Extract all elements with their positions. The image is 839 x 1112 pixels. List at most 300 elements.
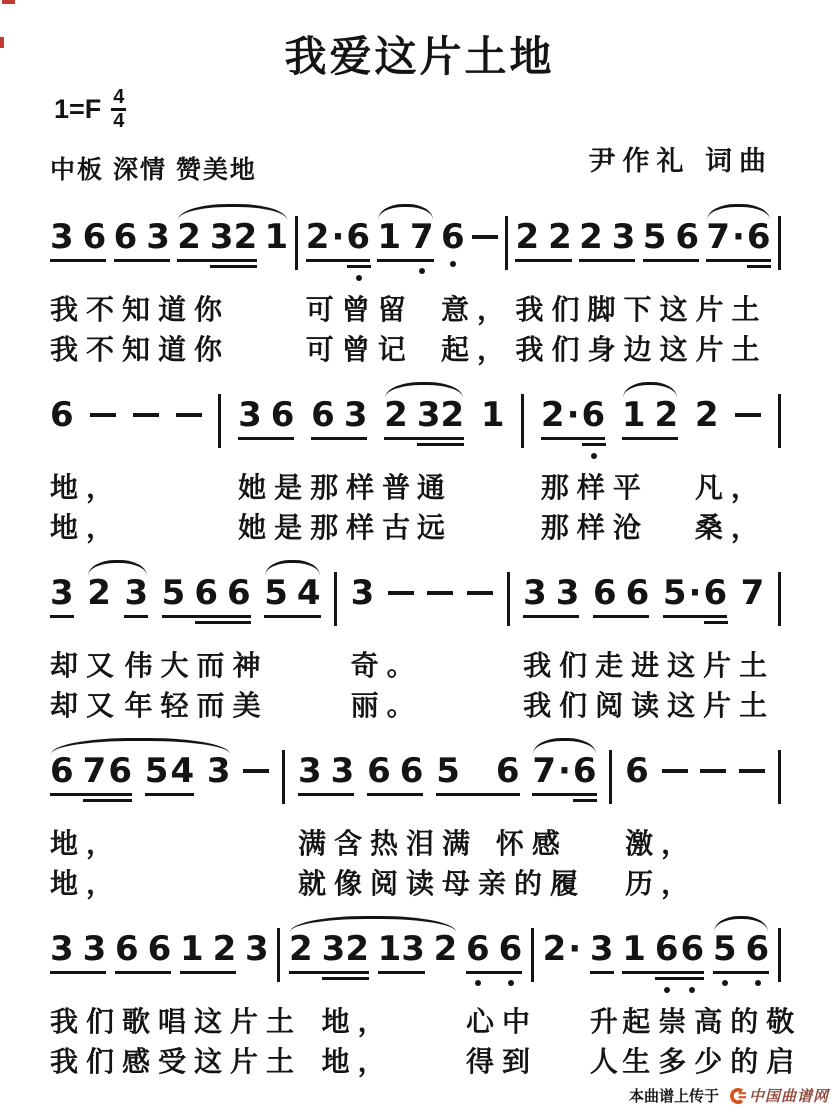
note-digit: 13	[377, 929, 425, 969]
lyric-chunk: 她是那样普	[238, 472, 419, 503]
note-digit: 7	[409, 217, 434, 257]
lyric-chunk: 丽。	[350, 690, 423, 721]
bar-line	[505, 216, 508, 270]
note-digit: 6	[581, 395, 606, 435]
note-digit: 6	[147, 929, 172, 969]
bar-line	[507, 572, 510, 626]
beam-line	[706, 259, 770, 262]
note-digit: 6	[82, 217, 107, 257]
note-group	[145, 752, 194, 790]
site-name: 中国曲谱网	[748, 1088, 829, 1105]
note-group	[378, 930, 425, 968]
lyric-row	[50, 648, 781, 684]
slur-arc	[385, 382, 463, 398]
note-group	[543, 930, 582, 968]
note-digit: 2	[433, 929, 458, 969]
lyric-chunk: 我们脚下这片土	[515, 294, 768, 325]
note-digit: 6	[108, 751, 133, 791]
music-row	[50, 738, 781, 822]
note-digit: 6	[675, 217, 700, 257]
note-digit: 3	[245, 929, 269, 969]
note-group	[50, 574, 74, 612]
watermark	[629, 1085, 829, 1106]
lyric-chunk: 她是那样古	[238, 512, 419, 543]
scan-mark	[2, 0, 15, 4]
note-digit: 6	[113, 217, 138, 257]
sustain-dash	[133, 413, 159, 417]
augmentation-dot: ·	[568, 929, 582, 969]
beam-line	[50, 615, 74, 618]
note-digit: 6	[50, 395, 74, 435]
note-group	[384, 396, 464, 434]
note-digit: 5	[662, 573, 687, 613]
note-digit: 5	[264, 573, 288, 613]
lyric-row	[50, 688, 781, 724]
note-digit: 5	[144, 751, 169, 791]
augmentation-dot: ·	[557, 751, 571, 791]
beam-line	[436, 793, 519, 796]
note-group	[643, 218, 699, 256]
slur-arc	[714, 916, 768, 932]
note-digit: 1	[264, 217, 289, 257]
beam-line-2	[83, 799, 132, 802]
note-group	[306, 218, 370, 256]
augmentation-dot: ·	[331, 217, 345, 257]
beam-line-2	[322, 977, 369, 980]
augmentation-dot: ·	[732, 217, 745, 257]
note-digit: 32	[321, 929, 369, 969]
lyric-chunk: 却又	[50, 690, 123, 721]
note-group	[162, 574, 251, 612]
note-group	[695, 396, 719, 434]
beam-line	[114, 259, 170, 262]
note-digit: 2	[694, 395, 719, 435]
lyric-chunk: 年轻而美	[124, 690, 269, 721]
slur-arc	[707, 204, 769, 220]
slur-arc	[378, 204, 432, 220]
score	[50, 204, 803, 1080]
note-digit: 3	[523, 573, 547, 613]
beam-line-2	[417, 443, 464, 446]
note-group	[481, 396, 505, 434]
note-digit: 6	[703, 573, 728, 613]
beam-line	[115, 971, 171, 974]
lyric-chunk: 就像阅读母亲的履	[297, 868, 586, 899]
watermark-prefix: 本曲谱上传于	[628, 1088, 719, 1105]
note-group	[515, 218, 571, 256]
beam-line-2	[210, 265, 257, 268]
beam-line	[306, 259, 370, 262]
beam-line	[50, 259, 106, 262]
slur-arc	[51, 738, 230, 754]
lyric-row	[50, 470, 781, 506]
time-signature-denominator: 4	[113, 110, 125, 132]
note-digit: 3	[350, 573, 375, 613]
note-group	[207, 752, 231, 790]
note-digit: 6	[495, 751, 520, 791]
note-digit: 5	[642, 217, 667, 257]
beam-line	[384, 437, 464, 440]
score-line	[50, 738, 781, 902]
lyric-chunk: 那样沧	[540, 512, 649, 543]
note-group	[50, 930, 106, 968]
note-digit: 2	[288, 929, 313, 969]
beam-line	[466, 971, 522, 974]
note-group	[590, 930, 614, 968]
composer-credit: 尹作礼 词曲	[588, 146, 773, 176]
octave-dot-low	[591, 453, 597, 459]
note-digit: 5	[161, 573, 186, 613]
beam-line	[177, 259, 257, 262]
beam-line-2	[582, 443, 606, 446]
note-digit: 6	[654, 929, 679, 969]
lyric-chunk: 心中	[465, 1006, 538, 1037]
note-group	[713, 930, 769, 968]
note-digit: 2	[305, 217, 330, 257]
note-digit: 2	[515, 217, 540, 257]
lyric-chunk: 升	[589, 1006, 626, 1037]
lyric-chunk: 远	[416, 512, 453, 543]
note-group	[663, 574, 727, 612]
note-group	[532, 752, 596, 790]
note-digit: 7	[82, 751, 107, 791]
note-digit: 32	[416, 395, 465, 435]
note-digit: 6	[680, 929, 705, 969]
note-digit: 6	[465, 929, 490, 969]
note-group	[706, 218, 770, 256]
lyric-chunk: 奇。	[350, 650, 423, 681]
note-digit: 3	[555, 573, 580, 613]
note-group	[115, 930, 171, 968]
note-digit: 6	[572, 751, 597, 791]
bar-line	[521, 394, 524, 448]
note-digit: 3	[297, 751, 322, 791]
lyric-chunk: 得到	[465, 1046, 538, 1077]
note-digit: 3	[343, 395, 368, 435]
lyric-chunk: 我不知道你	[50, 294, 231, 325]
bar-line	[778, 928, 781, 982]
beam-line-2	[747, 265, 771, 268]
lyric-row	[50, 826, 781, 862]
score-meta	[50, 86, 789, 186]
sustain-dash	[662, 769, 688, 773]
lyric-chunk: 起崇高的敬	[622, 1006, 803, 1037]
octave-dot-low	[475, 980, 481, 986]
beam-line	[713, 971, 769, 974]
beam-line	[367, 793, 423, 796]
note-group	[180, 930, 236, 968]
lyric-chunk: 我不知道你	[50, 334, 231, 365]
note-digit: 3	[206, 751, 231, 791]
lyric-row	[50, 292, 781, 328]
sustain-dash	[472, 235, 498, 239]
note-group	[114, 218, 170, 256]
note-digit: 1	[480, 395, 505, 435]
note-group	[298, 752, 354, 790]
note-digit: 6	[399, 751, 424, 791]
beam-line	[622, 437, 678, 440]
beam-line-2	[704, 621, 728, 624]
note-group	[264, 574, 320, 612]
beam-line	[124, 615, 148, 618]
beam-line	[590, 971, 614, 974]
slur-arc	[178, 204, 287, 220]
lyric-row	[50, 1004, 803, 1040]
note-group	[523, 574, 579, 612]
octave-dot-low	[356, 275, 362, 281]
note-digit: 6	[498, 929, 523, 969]
note-digit: 6	[746, 217, 771, 257]
beam-line	[515, 259, 571, 262]
slur-arc	[88, 560, 147, 576]
note-digit: 2	[654, 395, 679, 435]
beam-line	[311, 437, 367, 440]
time-signature-numerator: 4	[111, 88, 126, 111]
note-digit: 1	[377, 217, 401, 257]
beam-line	[378, 971, 425, 974]
slur-arc	[533, 738, 595, 754]
note-digit: 6	[367, 751, 391, 791]
scan-mark	[0, 37, 4, 48]
score-line	[50, 560, 781, 724]
note-group	[579, 218, 635, 256]
lyric-chunk: 地，	[50, 472, 123, 503]
note-digit: 7	[532, 751, 556, 791]
note-digit: 1	[621, 395, 646, 435]
lyric-chunk: 我们走进这片土	[523, 650, 776, 681]
time-signature	[111, 88, 126, 131]
site-logo-icon	[727, 1087, 746, 1105]
note-digit: 6	[625, 573, 650, 613]
note-digit: 1	[180, 929, 204, 969]
lyric-chunk: 却又	[50, 650, 123, 681]
note-digit: 32	[209, 217, 258, 257]
slur-arc	[290, 916, 456, 932]
note-digit: 3	[330, 751, 355, 791]
note-group	[436, 752, 519, 790]
note-group	[434, 930, 458, 968]
lyric-chunk: 怀感	[495, 828, 568, 859]
beam-line	[579, 259, 635, 262]
octave-dot-low	[450, 261, 456, 267]
lyric-chunk: 地，	[50, 828, 123, 859]
beam-line	[541, 437, 605, 440]
note-digit: 6	[745, 929, 770, 969]
sustain-dash	[739, 769, 765, 773]
sustain-dash	[388, 591, 414, 595]
note-digit: 3	[50, 929, 74, 969]
lyric-chunk: 地，	[321, 1046, 394, 1077]
bar-line	[218, 394, 221, 448]
lyric-chunk: 起，	[440, 334, 513, 365]
note-group	[50, 218, 106, 256]
note-group	[245, 930, 269, 968]
slur-arc	[265, 560, 319, 576]
lyric-row	[50, 866, 781, 902]
note-group	[177, 218, 257, 256]
sustain-dash	[427, 591, 453, 595]
lyric-chunk: 生多少的启	[622, 1046, 803, 1077]
bar-line	[778, 216, 781, 270]
bar-line	[778, 572, 781, 626]
note-digit: 7	[706, 217, 730, 257]
lyric-chunk: 人	[589, 1046, 626, 1077]
beam-line-2	[195, 621, 251, 624]
beam-line	[377, 259, 433, 262]
note-digit: 6	[227, 573, 251, 613]
key-signature-text: 1=F	[54, 94, 102, 124]
music-row	[50, 204, 781, 288]
score-line	[50, 382, 781, 546]
note-group	[87, 574, 111, 612]
tempo-marking: 中板 深情 赞美地	[50, 156, 257, 184]
lyric-chunk: 激，	[625, 828, 698, 859]
key-signature	[54, 88, 126, 131]
beam-line	[238, 437, 294, 440]
lyric-row	[50, 510, 781, 546]
note-digit: 3	[50, 217, 74, 257]
song-title: 我爱这片土地	[284, 33, 555, 80]
bar-line	[282, 750, 285, 804]
bar-line	[334, 572, 337, 626]
beam-line	[663, 615, 727, 618]
beam-line-2	[655, 977, 704, 980]
note-group	[622, 930, 704, 968]
beam-line	[162, 615, 251, 618]
lyric-row	[50, 1044, 803, 1080]
note-group	[265, 218, 289, 256]
note-digit: 3	[611, 217, 636, 257]
note-digit: 6	[592, 573, 617, 613]
beam-line	[643, 259, 699, 262]
note-digit: 3	[146, 217, 170, 257]
note-group	[541, 396, 605, 434]
note-digit: 6	[440, 217, 465, 257]
note-digit: 5	[712, 929, 737, 969]
beam-line	[298, 793, 354, 796]
slur-arc	[623, 382, 677, 398]
note-group	[351, 574, 375, 612]
note-group	[367, 752, 423, 790]
note-digit: 2	[540, 395, 565, 435]
augmentation-dot: ·	[566, 395, 580, 435]
lyric-chunk: 地，	[50, 868, 123, 899]
music-row	[50, 382, 781, 466]
note-digit: 3	[82, 929, 107, 969]
note-digit: 6	[625, 751, 649, 791]
beam-line	[180, 971, 236, 974]
lyric-chunk: 可曾留	[305, 294, 414, 325]
bar-line	[778, 750, 781, 804]
note-group	[377, 218, 433, 256]
note-group	[289, 930, 369, 968]
lyric-chunk: 我们阅读这片土	[523, 690, 776, 721]
sustain-dash	[700, 769, 726, 773]
sustain-dash	[176, 413, 202, 417]
note-group	[50, 752, 132, 790]
note-digit: 4	[296, 573, 321, 613]
note-digit: 6	[346, 217, 371, 257]
note-digit: 6	[270, 395, 295, 435]
lyric-row	[50, 332, 781, 368]
lyric-chunk: 历，	[625, 868, 698, 899]
octave-dot-low	[419, 268, 425, 274]
lyric-chunk: 凡，	[694, 472, 767, 503]
bar-line	[531, 928, 534, 982]
lyric-chunk: 满含热泪满	[297, 828, 478, 859]
lyric-chunk: 伟大而神	[124, 650, 269, 681]
note-group	[50, 396, 74, 434]
note-group	[466, 930, 522, 968]
note-digit: 2	[542, 929, 567, 969]
note-group	[441, 218, 465, 256]
note-digit: 2	[548, 217, 572, 257]
note-group	[625, 752, 649, 790]
lyric-chunk: 意，	[440, 294, 513, 325]
note-digit: 3	[589, 929, 614, 969]
note-digit: 6	[194, 573, 218, 613]
note-digit: 2	[87, 573, 111, 613]
lyric-chunk: 可曾记	[305, 334, 414, 365]
octave-dot-low	[722, 980, 728, 986]
beam-line	[50, 793, 132, 796]
note-digit: 1	[622, 929, 646, 969]
sustain-dash	[243, 769, 269, 773]
beam-line	[145, 793, 194, 796]
note-digit: 6	[115, 929, 139, 969]
note-digit: 3	[50, 573, 74, 613]
beam-line	[264, 615, 320, 618]
note-group	[741, 574, 765, 612]
octave-dot-low	[508, 980, 514, 986]
note-digit: 3	[124, 573, 149, 613]
beam-line	[289, 971, 369, 974]
octave-dot-low	[755, 980, 761, 986]
bar-line	[295, 216, 298, 270]
sustain-dash	[90, 413, 116, 417]
note-digit: 5	[436, 751, 460, 791]
bar-line	[778, 394, 781, 448]
note-digit: 2	[177, 217, 201, 257]
sustain-dash	[467, 591, 493, 595]
octave-dot-low	[689, 987, 695, 993]
lyric-chunk: 那样平	[540, 472, 649, 503]
note-group	[593, 574, 649, 612]
lyric-chunk: 地，	[321, 1006, 394, 1037]
beam-line	[532, 793, 596, 796]
bar-line	[609, 750, 612, 804]
bar-line	[277, 928, 280, 982]
octave-dot-low	[664, 987, 670, 993]
note-group	[238, 396, 294, 434]
note-group	[124, 574, 148, 612]
augmentation-dot: ·	[688, 573, 702, 613]
beam-line-2	[573, 799, 597, 802]
music-row	[50, 560, 781, 644]
lyric-chunk: 我们感受这片土	[50, 1046, 303, 1077]
music-row	[50, 916, 781, 1000]
lyric-chunk: 我们歌唱这片土	[50, 1006, 303, 1037]
note-digit: 6	[50, 751, 74, 791]
lyric-chunk: 桑，	[694, 512, 767, 543]
note-digit: 6	[311, 395, 335, 435]
beam-line	[50, 971, 106, 974]
lyric-chunk: 地，	[50, 512, 123, 543]
note-group	[622, 396, 678, 434]
lyric-chunk: 我们身边这片土	[515, 334, 768, 365]
note-digit: 3	[238, 395, 262, 435]
beam-line	[593, 615, 649, 618]
